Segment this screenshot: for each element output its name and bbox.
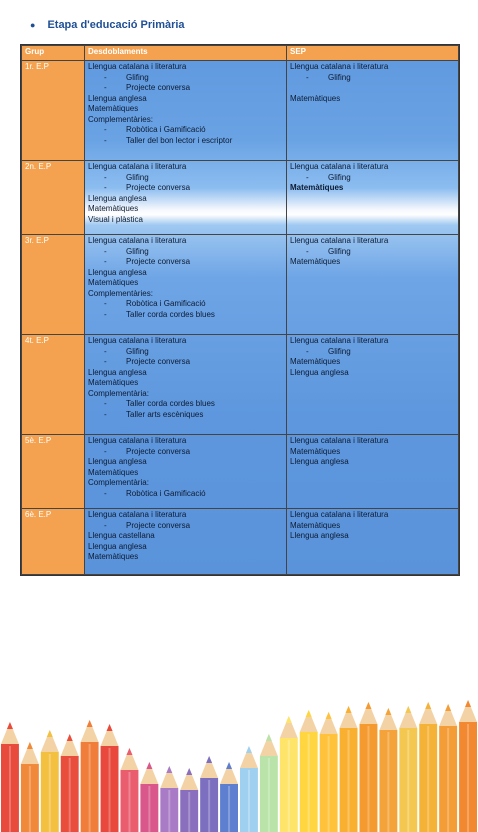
dash-bullet-icon: - (306, 172, 309, 182)
item-text: Complementària: (88, 388, 149, 398)
item-text: Complementària: (88, 478, 149, 487)
item-text: Matemàtiques (290, 93, 341, 103)
section-heading (30, 19, 185, 31)
item-text: Taller arts escèniques (126, 409, 204, 419)
subject-item (88, 378, 283, 389)
pencil-shape (360, 702, 378, 832)
sub-item (88, 310, 283, 321)
cell-grup: 5è. E.P (22, 435, 85, 509)
cell-sep (287, 61, 459, 161)
dash-bullet-icon: - (104, 346, 107, 356)
sub-item (88, 347, 283, 358)
sub-item (88, 489, 283, 500)
dash-bullet-icon: - (104, 257, 107, 266)
item-text: Llengua catalana i literatura (290, 436, 389, 445)
pencil-shape (459, 700, 477, 832)
item-text: Glifing (328, 346, 351, 356)
dash-bullet-icon: - (104, 520, 107, 530)
table-row (22, 335, 459, 435)
item-text: Llengua catalana i literatura (88, 62, 187, 71)
item-text: Llengua catalana i literatura (88, 510, 187, 519)
pencil-shape (379, 708, 397, 832)
dash-bullet-icon: - (104, 72, 107, 82)
dash-bullet-icon: - (104, 357, 107, 366)
cell-sep (287, 435, 459, 509)
item-text: Llengua catalana i literatura (88, 436, 187, 445)
item-text: Matemàtiques (290, 520, 341, 530)
cell-sep (287, 161, 459, 235)
pencil-shape (399, 706, 417, 832)
cell-desdoblaments (85, 161, 287, 235)
subject-item (88, 552, 283, 563)
item-text: Matemàtiques (290, 446, 341, 456)
pencils-illustration (0, 690, 478, 832)
cell-grup: 4t. E.P (22, 335, 85, 435)
pencil-shape (439, 704, 457, 832)
sub-item (88, 521, 283, 532)
item-text: Llengua catalana i literatura (290, 162, 389, 171)
cell-desdoblaments (85, 509, 287, 575)
cell-desdoblaments (85, 335, 287, 435)
sub-item (88, 399, 283, 410)
item-text: Llengua catalana i literatura (88, 162, 187, 171)
item-text: Taller corda cordes blues (126, 399, 215, 408)
pencil-shape (300, 710, 318, 832)
subject-item (88, 510, 283, 521)
dash-bullet-icon: - (104, 309, 107, 319)
item-text: Matemàtiques (88, 204, 139, 213)
subject-item (88, 542, 283, 553)
header-sep: SEP (287, 46, 459, 61)
subject-item (88, 531, 283, 542)
item-text: Glifing (328, 246, 351, 256)
cell-desdoblaments (85, 435, 287, 509)
subject-item (88, 62, 283, 73)
sub-item (88, 299, 283, 310)
pencil-shape (101, 724, 119, 832)
item-text: Matemàtiques (88, 104, 139, 113)
subject-item (290, 336, 455, 347)
dash-bullet-icon: - (306, 246, 309, 256)
subject-item (88, 215, 283, 226)
pencil-shape (1, 722, 19, 832)
item-text: Glifing (328, 172, 351, 182)
subject-item (290, 257, 455, 268)
bullet-icon: ● (30, 20, 36, 30)
item-text: Llengua anglesa (88, 541, 147, 551)
sub-item (88, 183, 283, 194)
item-text: Llengua castellana (88, 531, 155, 540)
item-text: Taller del bon lector i escriptor (126, 135, 233, 145)
item-text: Llengua catalana i literatura (290, 62, 389, 71)
subject-item (290, 357, 455, 368)
cell-sep (287, 509, 459, 575)
subject-item (88, 368, 283, 379)
subject-item (88, 236, 283, 247)
item-text: Glifing (126, 346, 149, 356)
subject-item (290, 436, 455, 447)
schedule-table (21, 45, 459, 575)
item-text: Llengua anglesa (88, 193, 147, 203)
cell-grup: 3r. E.P (22, 235, 85, 335)
subject-item (290, 368, 455, 379)
item-text: Llengua catalana i literatura (88, 236, 187, 245)
item-text: Matemàtiques (88, 278, 139, 287)
cell-grup: 6è. E.P (22, 509, 85, 575)
item-text: Llengua anglesa (290, 367, 349, 377)
item-text: Projecte conversa (126, 257, 191, 266)
table-header-row (22, 46, 459, 61)
item-text: Complementàries: (88, 288, 153, 298)
item-text: Matemàtiques (290, 357, 341, 366)
subject-item (290, 162, 455, 173)
item-text: Llengua catalana i literatura (290, 236, 389, 245)
item-text: Visual i plàstica (88, 214, 143, 224)
dash-bullet-icon: - (104, 488, 107, 498)
subject-item (88, 389, 283, 400)
subject-item (88, 104, 283, 115)
cell-grup: 1r. E.P (22, 61, 85, 161)
subject-item (88, 289, 283, 300)
sub-item (290, 73, 455, 84)
subject-item (290, 236, 455, 247)
pencil-shape (320, 712, 338, 832)
subject-item (290, 94, 455, 105)
cell-desdoblaments (85, 61, 287, 161)
table-body (22, 61, 459, 575)
item-text: Taller corda cordes blues (126, 309, 215, 319)
subject-item (290, 531, 455, 542)
item-text: Llengua anglesa (290, 531, 349, 540)
dash-bullet-icon: - (104, 446, 107, 456)
subject-item (290, 521, 455, 532)
item-text: Matemàtiques (88, 467, 139, 477)
subject-item (88, 204, 283, 215)
table-row (22, 435, 459, 509)
subject-item (88, 336, 283, 347)
dash-bullet-icon: - (104, 299, 107, 308)
pencil-shape (340, 706, 358, 832)
item-text: Glifing (126, 172, 149, 182)
item-text: Llengua anglesa (88, 367, 147, 377)
table-row (22, 235, 459, 335)
item-text: Matemàtiques (88, 552, 139, 561)
subject-item (88, 436, 283, 447)
item-text: Llengua anglesa (290, 457, 349, 466)
pencil-shape (81, 720, 99, 832)
item-text: Projecte conversa (126, 357, 191, 366)
sub-item (88, 410, 283, 421)
item-text: Llengua catalana i literatura (290, 336, 389, 345)
dash-bullet-icon: - (104, 83, 107, 92)
table-row (22, 61, 459, 161)
dash-bullet-icon: - (104, 409, 107, 419)
item-text: Robòtica i Gamificació (126, 125, 206, 134)
subject-item (88, 478, 283, 489)
sub-item (290, 247, 455, 258)
dash-bullet-icon: - (306, 346, 309, 356)
table-row (22, 509, 459, 575)
subject-item (88, 268, 283, 279)
sub-item (88, 447, 283, 458)
item-text: Glifing (126, 246, 149, 256)
dash-bullet-icon: - (104, 246, 107, 256)
item-text: Llengua catalana i literatura (290, 510, 389, 519)
subject-item (88, 468, 283, 479)
dash-bullet-icon: - (104, 183, 107, 192)
item-text: Projecte conversa (126, 446, 191, 456)
subject-item (290, 83, 455, 94)
item-text: Glifing (328, 72, 351, 82)
pencil-shape (419, 702, 437, 832)
cell-sep (287, 235, 459, 335)
dash-bullet-icon: - (104, 135, 107, 145)
item-text: Matemàtiques (88, 378, 139, 387)
header-grup: Grup (22, 46, 85, 61)
item-text: Matemàtiques (290, 183, 344, 192)
subject-item (290, 447, 455, 458)
item-text: Projecte conversa (126, 520, 191, 530)
table-row (22, 161, 459, 235)
item-text: Matemàtiques (290, 257, 341, 266)
dash-bullet-icon: - (104, 399, 107, 408)
subject-item (88, 115, 283, 126)
cell-grup: 2n. E.P (22, 161, 85, 235)
item-text: Robòtica i Gamificació (126, 299, 206, 308)
sub-item (88, 257, 283, 268)
item-text: Glifing (126, 72, 149, 82)
item-text: Llengua catalana i literatura (88, 336, 187, 345)
subject-item (290, 183, 455, 194)
sub-item (88, 125, 283, 136)
item-text: Llengua anglesa (88, 267, 147, 277)
pencil-shape (280, 716, 298, 832)
subject-item (88, 278, 283, 289)
item-text: Robòtica i Gamificació (126, 488, 206, 498)
header-desdoblaments: Desdoblaments (85, 46, 287, 61)
sub-item (290, 173, 455, 184)
sub-item (88, 73, 283, 84)
subject-item (88, 457, 283, 468)
sub-item (88, 247, 283, 258)
subject-item (88, 94, 283, 105)
item-text: Complementàries: (88, 114, 153, 124)
item-text: Llengua anglesa (88, 93, 147, 103)
cell-desdoblaments (85, 235, 287, 335)
dash-bullet-icon: - (104, 172, 107, 182)
schedule-table-container (20, 44, 460, 576)
subject-item (88, 162, 283, 173)
sub-item (290, 347, 455, 358)
item-text: Llengua anglesa (88, 457, 147, 466)
section-heading-text: Etapa d'educació Primària (47, 19, 185, 31)
item-text: Projecte conversa (126, 183, 191, 192)
sub-item (88, 173, 283, 184)
item-text: Projecte conversa (126, 83, 191, 92)
sub-item (88, 83, 283, 94)
colored-pencils-image (0, 690, 478, 832)
sub-item (88, 357, 283, 368)
subject-item (290, 457, 455, 468)
subject-item (290, 510, 455, 521)
cell-sep (287, 335, 459, 435)
dash-bullet-icon: - (306, 72, 309, 82)
subject-item (88, 194, 283, 205)
sub-item (88, 136, 283, 147)
subject-item (290, 62, 455, 73)
dash-bullet-icon: - (104, 125, 107, 134)
